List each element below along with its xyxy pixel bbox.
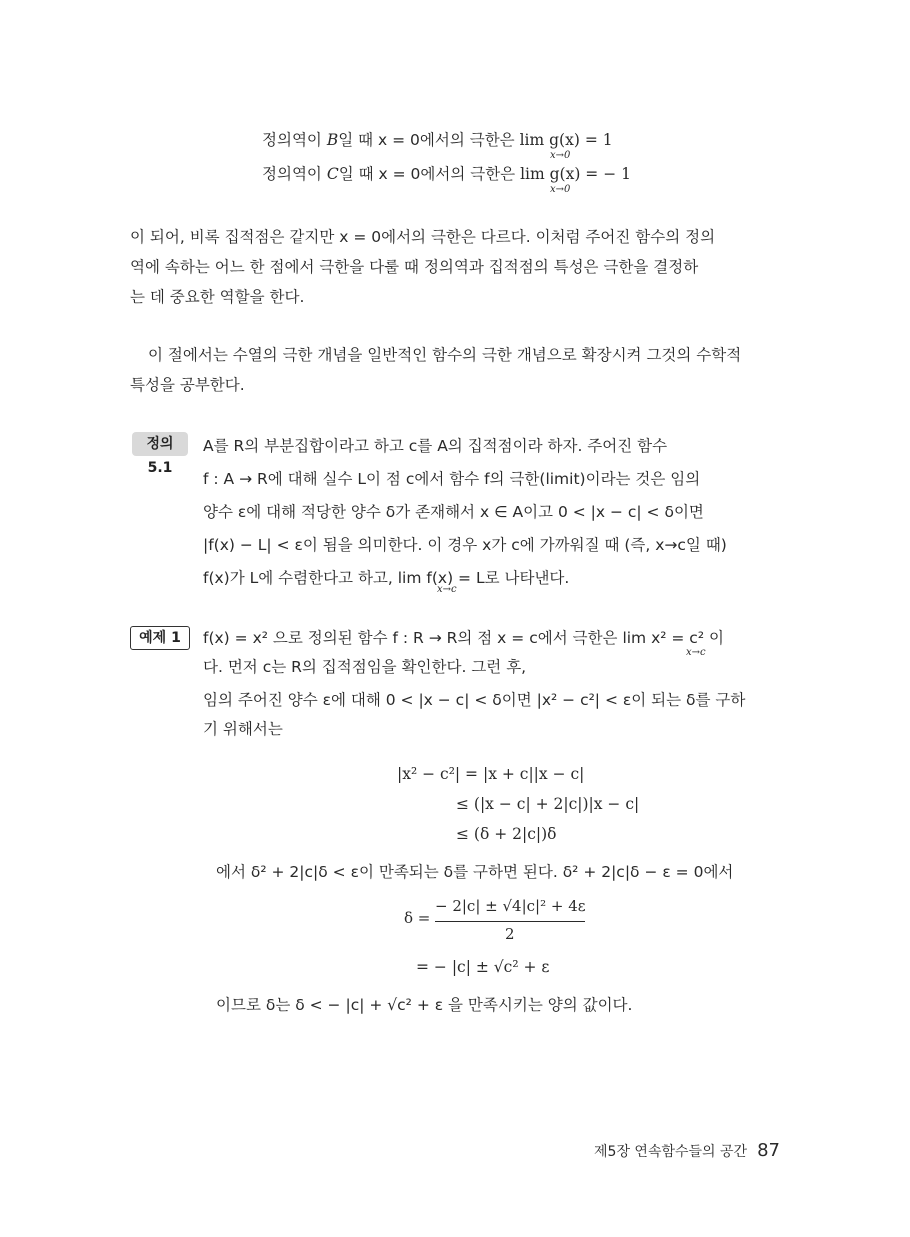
eq-c-lim-sub: x→0 xyxy=(550,184,571,195)
eq-b-set: B xyxy=(326,131,339,149)
paragraph-1 xyxy=(130,222,780,312)
definition-lim-sub: x→c xyxy=(437,584,457,595)
fraction-lhs: δ = xyxy=(404,909,431,927)
eq-c-func: lim g(x) = − 1 xyxy=(520,165,631,183)
display-eq-b xyxy=(262,130,613,150)
paragraph-1-line-3: 는 데 중요한 역할을 한다. xyxy=(130,288,305,306)
fraction-bar xyxy=(435,921,585,922)
example-line-6: 이므로 δ는 δ < − |c| + √c² + ε 을 만족시키는 양의 값이다. xyxy=(216,996,633,1014)
example-eq-2: ≤ (|x − c| + 2|c|)|x − c| xyxy=(456,795,640,813)
page-footer xyxy=(594,1140,780,1161)
example-eq-1: |x² − c²| = |x + c||x − c| xyxy=(397,765,585,783)
paragraph-2 xyxy=(130,340,780,400)
chapter-title: 제5장 연속함수들의 공간 xyxy=(594,1144,748,1160)
eq-c-label: 정의역이 xyxy=(262,165,327,183)
example-line-5: 에서 δ² + 2|c|δ < ε이 만족되는 δ를 구하면 된다. δ² + 2|c|δ − ε = 0에서 xyxy=(216,863,734,881)
example-eq-3: ≤ (δ + 2|c|)δ xyxy=(456,825,557,843)
definition-body xyxy=(203,430,783,595)
example-eq-4: = − |c| ± √c² + ε xyxy=(416,958,550,976)
definition-line-3: 양수 ε에 대해 적당한 양수 δ가 존재해서 x ∈ A이고 0 < |x − c| < δ이면 xyxy=(203,503,704,521)
eq-b-lim-sub: x→0 xyxy=(550,150,571,161)
paragraph-2-line-2: 특성을 공부한다. xyxy=(130,376,245,394)
page-number: 87 xyxy=(757,1140,780,1161)
eq-b-func: lim g(x) = 1 xyxy=(519,131,613,149)
eq-b-mid: 일 때 x = 0에서의 극한은 xyxy=(338,131,520,149)
eq-c-set: C xyxy=(326,165,339,183)
example-line-1: f(x) = x² 으로 정의된 함수 f : R → R의 점 x = c에서 극한은 lim x² = c² 이 xyxy=(203,629,724,647)
eq-b-label: 정의역이 xyxy=(262,131,327,149)
definition-line-4: |f(x) − L| < ε이 됨을 의미한다. 이 경우 x가 c에 가까워질 때 (즉, x→c일 때) xyxy=(203,536,727,554)
example-line-3: 임의 주어진 양수 ε에 대해 0 < |x − c| < δ이면 |x² − c²| < ε이 되는 δ를 구하 xyxy=(203,691,746,709)
example-lim-sub: x→c xyxy=(686,647,706,658)
definition-line-1: A를 R의 부분집합이라고 하고 c를 A의 집적점이라 하자. 주어진 함수 xyxy=(203,437,668,455)
definition-badge: 정의 5.1 xyxy=(132,432,188,456)
paragraph-2-line-1: 이 절에서는 수열의 극한 개념을 일반적인 함수의 극한 개념으로 확장시켜 그것의 수학적 xyxy=(148,346,742,364)
example-badge: 예제 1 xyxy=(130,626,190,650)
example-line-4: 기 위해서는 xyxy=(203,720,283,738)
definition-line-5: f(x)가 L에 수렴한다고 하고, lim f(x) = L로 나타낸다. xyxy=(203,569,570,587)
fraction-numerator: − 2|c| ± √4|c|² + 4ε xyxy=(435,897,586,915)
fraction-denominator: 2 xyxy=(505,925,515,943)
eq-c-mid: 일 때 x = 0에서의 극한은 xyxy=(338,165,521,183)
definition-line-2: f : A → R에 대해 실수 L이 점 c에서 함수 f의 극한(limit)이라는 것은 임의 xyxy=(203,470,701,488)
paragraph-1-line-1: 이 되어, 비록 집적점은 같지만 x = 0에서의 극한은 다르다. 이처럼 주어진 함수의 정의 xyxy=(130,228,716,246)
paragraph-1-line-2: 역에 속하는 어느 한 점에서 극한을 다룰 때 정의역과 집적점의 특성은 극한을 결정하 xyxy=(130,258,699,276)
example-line-2: 다. 먼저 c는 R의 집적점임을 확인한다. 그런 후, xyxy=(203,658,527,676)
display-eq-c xyxy=(262,164,631,184)
